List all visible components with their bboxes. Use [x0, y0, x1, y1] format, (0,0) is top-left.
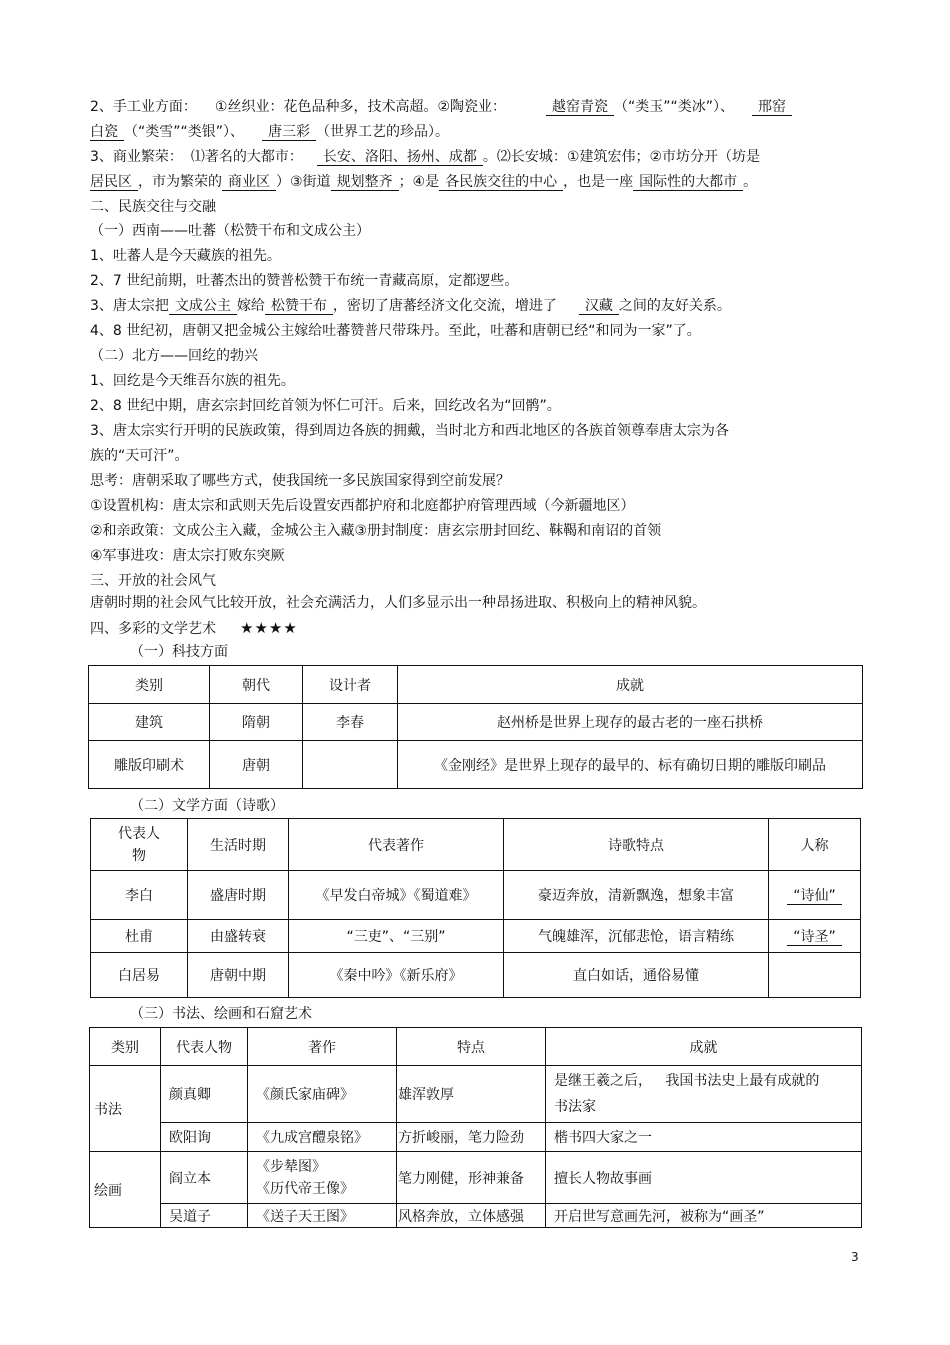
table-cell: 白居易 [91, 953, 188, 998]
answer-underlined: “诗仙” [787, 888, 842, 905]
table-cell: 吴道子 [161, 1204, 248, 1228]
table-row [91, 871, 861, 920]
table-cell: 《九成宫醴泉铭》 [248, 1123, 397, 1152]
table-cell: 《早发白帝城》《蜀道难》 [289, 871, 504, 920]
answer-underlined: 规划整齐 [331, 174, 399, 191]
table-cell: 建筑 [89, 704, 210, 741]
social-atmosphere-text: 唐朝时期的社会风气比较开放，社会充满活力，人们多显示出一种昂扬进取、积极向上的精神风貌。 [90, 595, 706, 611]
commerce-line-1 [90, 148, 760, 166]
answer-underlined: “诗圣” [787, 929, 842, 946]
answer-underlined: 邢窑 [752, 99, 792, 116]
table-cell: “三吏”、“三别” [289, 920, 504, 953]
table-cell: 《颜氏家庙碑》 [248, 1066, 397, 1123]
table-cell: 盛唐时期 [188, 871, 289, 920]
table-cell [769, 920, 861, 953]
tibet-point-1: 1、吐蕃人是今天藏族的祖先。 [90, 248, 281, 264]
think-question: 思考：唐朝采取了哪些方式，使我国统一多民族国家得到空前发展？ [90, 473, 510, 489]
answer-3: ④军事进攻：唐太宗打败东突厥 [90, 548, 285, 564]
text: 3、商业繁荣： [90, 149, 183, 165]
answer-underlined: 白瓷 [90, 124, 124, 141]
answer-underlined: 汉藏 [579, 298, 619, 315]
answer-underlined: 越窑青瓷 [546, 99, 614, 116]
table-header: 生活时期 [188, 819, 289, 871]
answer-underlined: 文成公主 [169, 298, 237, 315]
table-header: 成就 [546, 1028, 862, 1066]
table-cell: 豪迈奔放，清新飘逸，想象丰富 [504, 871, 769, 920]
table-header-row [91, 819, 861, 871]
table-header: 人称 [769, 819, 861, 871]
table-cell: 方折峻丽，笔力险劲 [397, 1123, 546, 1152]
text: 书法家 [554, 1099, 596, 1115]
handicraft-line-2 [90, 123, 449, 141]
table-header: 著作 [248, 1028, 397, 1066]
table-cell: 唐朝中期 [188, 953, 289, 998]
uighur-point-1: 1、回纥是今天维吾尔族的祖先。 [90, 373, 295, 389]
table-header [91, 819, 188, 871]
answer-underlined: 商业区 [222, 174, 276, 191]
table-header-row [89, 666, 863, 704]
table-cell: 绘画 [90, 1152, 161, 1228]
table-cell: 阎立本 [161, 1152, 248, 1204]
table-cell: 隋朝 [210, 704, 303, 741]
table-row [90, 1066, 862, 1123]
text: 四、多彩的文学艺术 [90, 621, 216, 637]
text: 是继王羲之后， 我国书法史上最有成就的 [554, 1073, 820, 1089]
text: 物 [132, 847, 146, 864]
subsection-north: （二）北方——回纥的勃兴 [90, 348, 258, 364]
text: 《步辇图》 [256, 1158, 326, 1175]
table-cell: 李春 [303, 704, 398, 741]
text: 之间的友好关系。 [618, 298, 731, 314]
table-cell: 雕版印刷术 [89, 741, 210, 789]
subsection-southwest: （一）西南——吐蕃（松赞干布和文成公主） [90, 223, 370, 239]
tibet-point-4: 4、8 世纪初，唐朝又把金城公主嫁给吐蕃赞普尺带珠丹。至此，吐蕃和唐朝已经“和同为一家”了。 [90, 323, 701, 339]
table-cell: 风格奔放，立体感强 [397, 1204, 546, 1228]
table-header: 代表著作 [289, 819, 504, 871]
page-number: 3 [851, 1250, 859, 1264]
table-cell: 书法 [90, 1066, 161, 1152]
section-heading-2: 二、民族交往与交融 [90, 199, 216, 215]
table-cell: 由盛转衰 [188, 920, 289, 953]
importance-stars: ★★★★ [240, 619, 298, 637]
table-cell: 直白如话，通俗易懂 [504, 953, 769, 998]
table-header: 朝代 [210, 666, 303, 704]
table-cell: 楷书四大家之一 [546, 1123, 862, 1152]
text: ，也是一座 [563, 174, 634, 190]
answer-underlined: 各民族交往的中心 [439, 174, 563, 191]
table-cell: 《送子天王图》 [248, 1204, 397, 1228]
table-cell [248, 1152, 397, 1204]
answer-underlined: 唐三彩 [262, 124, 316, 141]
poetry-table [90, 818, 861, 998]
table-header-row [90, 1028, 862, 1066]
table-cell [546, 1066, 862, 1123]
table-cell: 开启世写意画先河，被称为“画圣” [546, 1204, 862, 1228]
text: ）③街道 [276, 174, 331, 190]
table-header: 诗歌特点 [504, 819, 769, 871]
section-heading-3: 三、开放的社会风气 [90, 573, 216, 589]
subheading-calligraphy: （三）书法、绘画和石窟艺术 [130, 1006, 312, 1022]
uighur-point-3: 3、唐太宗实行开明的民族政策，得到周边各族的拥戴，当时北方和西北地区的各族首领尊奉唐太宗为各 [90, 423, 729, 439]
tibet-point-3 [90, 297, 731, 315]
table-cell: 颜真卿 [161, 1066, 248, 1123]
table-header: 代表人物 [161, 1028, 248, 1066]
answer-1: ①设置机构：唐太宗和武则天先后设置安西都护府和北庭都护府管理西域（今新疆地区） [90, 498, 635, 514]
text: 。 [743, 174, 758, 190]
science-table [88, 665, 863, 789]
answer-2: ②和亲政策：文成公主入藏，金城公主入藏③册封制度：唐玄宗册封回纥、靺鞨和南诏的首领 [90, 523, 662, 539]
text: （世界工艺的珍品）。 [316, 124, 450, 140]
table-row [90, 1204, 862, 1228]
table-header: 特点 [397, 1028, 546, 1066]
text: ，市为繁荣的 [138, 174, 222, 190]
section-heading-4 [90, 619, 298, 638]
table-header: 设计者 [303, 666, 398, 704]
text: （“类玉”“类冰”）、 [614, 99, 735, 115]
text: 嫁给 [236, 298, 265, 314]
table-cell [303, 741, 398, 789]
art-table [89, 1027, 862, 1228]
uighur-point-3-cont: 族的“天可汗”。 [90, 448, 189, 464]
table-cell: 擅长人物故事画 [546, 1152, 862, 1204]
table-row [90, 1152, 862, 1204]
tibet-point-2: 2、7 世纪前期，吐蕃杰出的赞普松赞干布统一青藏高原，定都逻些。 [90, 273, 519, 289]
text: ；④是 [398, 174, 440, 190]
handicraft-line-1 [90, 98, 792, 116]
table-cell [769, 953, 861, 998]
text: ，密切了唐蕃经济文化交流，增进了 [332, 298, 557, 314]
table-header: 类别 [89, 666, 210, 704]
text: （“类雪”“类银”）、 [124, 124, 245, 140]
answer-underlined: 长安、洛阳、扬州、成都 [317, 149, 483, 166]
table-row [90, 1123, 862, 1152]
text: 3、唐太宗把 [90, 298, 169, 314]
table-row [91, 920, 861, 953]
subheading-science: （一）科技方面 [130, 644, 228, 660]
table-header: 类别 [90, 1028, 161, 1066]
text: 。⑵长安城：①建筑宏伟；②市坊分开（坊是 [482, 149, 761, 165]
table-cell: 杜甫 [91, 920, 188, 953]
table-cell: 笔力刚健，形神兼备 [397, 1152, 546, 1204]
answer-underlined: 松赞干布 [265, 298, 333, 315]
commerce-line-2 [90, 173, 757, 191]
table-row [91, 953, 861, 998]
table-cell: 李白 [91, 871, 188, 920]
table-cell: 赵州桥是世界上现存的最古老的一座石拱桥 [398, 704, 863, 741]
answer-underlined: 国际性的大都市 [633, 174, 743, 191]
table-cell: 雄浑敦厚 [397, 1066, 546, 1123]
text: 《历代帝王像》 [256, 1180, 354, 1197]
table-cell: 气魄雄浑，沉郁悲怆，语言精练 [504, 920, 769, 953]
text: ①丝织业：花色品种多，技术高超。②陶瓷业： [214, 99, 507, 115]
table-cell: 唐朝 [210, 741, 303, 789]
table-row [89, 741, 863, 789]
subheading-literature: （二）文学方面（诗歌） [130, 798, 284, 814]
text: ⑴著名的大都市： [190, 149, 303, 165]
uighur-point-2: 2、8 世纪中期，唐玄宗封回纥首领为怀仁可汗。后来，回纥改名为“回鹘”。 [90, 398, 561, 414]
table-header: 成就 [398, 666, 863, 704]
table-row [89, 704, 863, 741]
answer-underlined: 居民区 [90, 174, 138, 191]
text: 2、手工业方面： [90, 99, 197, 115]
table-cell: 《金刚经》是世界上现存的最早的、标有确切日期的雕版印刷品 [398, 741, 863, 789]
table-cell: 《秦中吟》《新乐府》 [289, 953, 504, 998]
table-cell: 欧阳询 [161, 1123, 248, 1152]
text: 代表人 [118, 825, 160, 842]
table-cell [769, 871, 861, 920]
